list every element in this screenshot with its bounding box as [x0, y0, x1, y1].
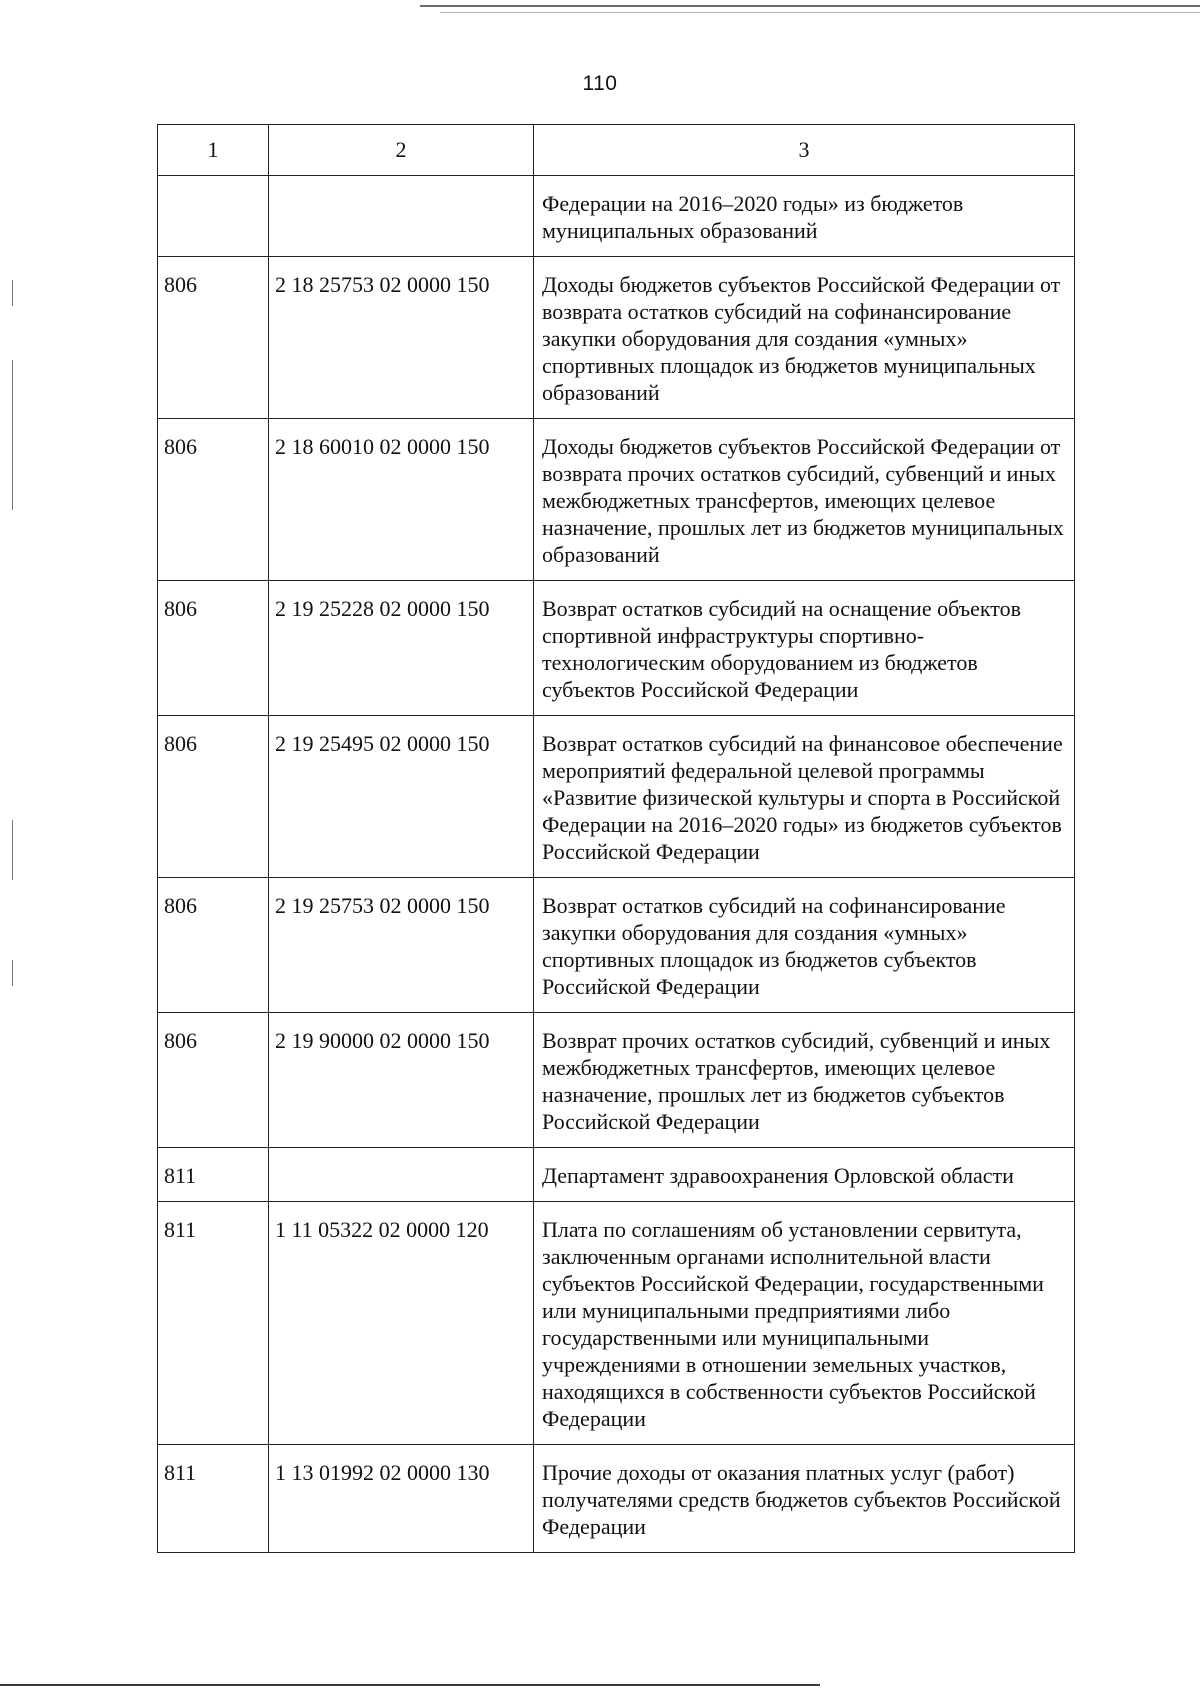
- budget-code-cell: 2 19 25495 02 0000 150: [269, 716, 534, 878]
- binding-margin-marks: [12, 280, 14, 1070]
- table-row: [158, 716, 1075, 878]
- revenue-name-cell: Возврат остатков субсидий на софинансирование закупки оборудования для создания «умных» спортивных площадок из бюджетов субъектов Российской Федерации: [534, 878, 1075, 1013]
- admin-code-cell: 811: [158, 1148, 269, 1202]
- budget-code-cell: 2 18 60010 02 0000 150: [269, 419, 534, 581]
- revenue-name-cell: Доходы бюджетов субъектов Российской Федерации от возврата остатков субсидий на софинансирование закупки оборудования для создания «умных» спортивных площадок из бюджетов муниципальных образований: [534, 257, 1075, 419]
- column-header-2: 2: [269, 125, 534, 176]
- table-row: [158, 419, 1075, 581]
- table-row: [158, 1202, 1075, 1445]
- table-row: [158, 176, 1075, 257]
- revenue-name-cell: Прочие доходы от оказания платных услуг (работ) получателями средств бюджетов субъектов Российской Федерации: [534, 1445, 1075, 1553]
- column-header-3: 3: [534, 125, 1075, 176]
- table-row: [158, 878, 1075, 1013]
- admin-code-cell: 811: [158, 1445, 269, 1553]
- admin-code-cell: 806: [158, 581, 269, 716]
- revenue-name-cell: Департамент здравоохранения Орловской области: [534, 1148, 1075, 1202]
- table-row: [158, 1013, 1075, 1148]
- admin-code-cell: 806: [158, 257, 269, 419]
- revenue-codes-table: [157, 124, 1075, 1553]
- revenue-name-cell: Возврат остатков субсидий на оснащение объектов спортивной инфраструктуры спортивно-технологическим оборудованием из бюджетов субъектов Российской Федерации: [534, 581, 1075, 716]
- budget-code-cell: 2 19 90000 02 0000 150: [269, 1013, 534, 1148]
- top-scan-rule-thin: [440, 12, 1200, 13]
- admin-code-cell: 806: [158, 716, 269, 878]
- table-row: [158, 581, 1075, 716]
- revenue-name-cell: Возврат остатков субсидий на финансовое обеспечение мероприятий федеральной целевой программы «Развитие физической культуры и спорта в Российской Федерации на 2016–2020 годы» из бюджетов субъектов Российской Федерации: [534, 716, 1075, 878]
- table-row: [158, 1148, 1075, 1202]
- bottom-scan-rule: [0, 1684, 820, 1686]
- table-header-row: [158, 125, 1075, 176]
- revenue-name-cell: Возврат прочих остатков субсидий, субвенций и иных межбюджетных трансфертов, имеющих целевое назначение, прошлых лет из бюджетов субъектов Российской Федерации: [534, 1013, 1075, 1148]
- budget-code-cell: 2 19 25753 02 0000 150: [269, 878, 534, 1013]
- revenue-name-cell: Плата по соглашениям об установлении сервитута, заключенным органами исполнительной власти субъектов Российской Федерации, государственными или муниципальными предприятиями либо государственными или муниципальными учреждениями в отношении земельных участков, находящихся в собственности субъектов Российской Федерации: [534, 1202, 1075, 1445]
- budget-code-cell: 1 11 05322 02 0000 120: [269, 1202, 534, 1445]
- admin-code-cell: 806: [158, 419, 269, 581]
- admin-code-cell: 806: [158, 1013, 269, 1148]
- budget-code-cell: 2 18 25753 02 0000 150: [269, 257, 534, 419]
- budget-code-cell: 2 19 25228 02 0000 150: [269, 581, 534, 716]
- budget-code-cell: [269, 176, 534, 257]
- top-scan-rule: [420, 5, 1200, 7]
- page-number: 110: [582, 72, 618, 95]
- budget-code-cell: 1 13 01992 02 0000 130: [269, 1445, 534, 1553]
- revenue-name-cell: Федерации на 2016–2020 годы» из бюджетов муниципальных образований: [534, 176, 1075, 257]
- table-row: [158, 1445, 1075, 1553]
- admin-code-cell: 806: [158, 878, 269, 1013]
- admin-code-cell: [158, 176, 269, 257]
- column-header-1: 1: [158, 125, 269, 176]
- table-row: [158, 257, 1075, 419]
- admin-code-cell: 811: [158, 1202, 269, 1445]
- budget-code-cell: [269, 1148, 534, 1202]
- revenue-name-cell: Доходы бюджетов субъектов Российской Федерации от возврата прочих остатков субсидий, субвенций и иных межбюджетных трансфертов, имеющих целевое назначение, прошлых лет из бюджетов муниципальных образований: [534, 419, 1075, 581]
